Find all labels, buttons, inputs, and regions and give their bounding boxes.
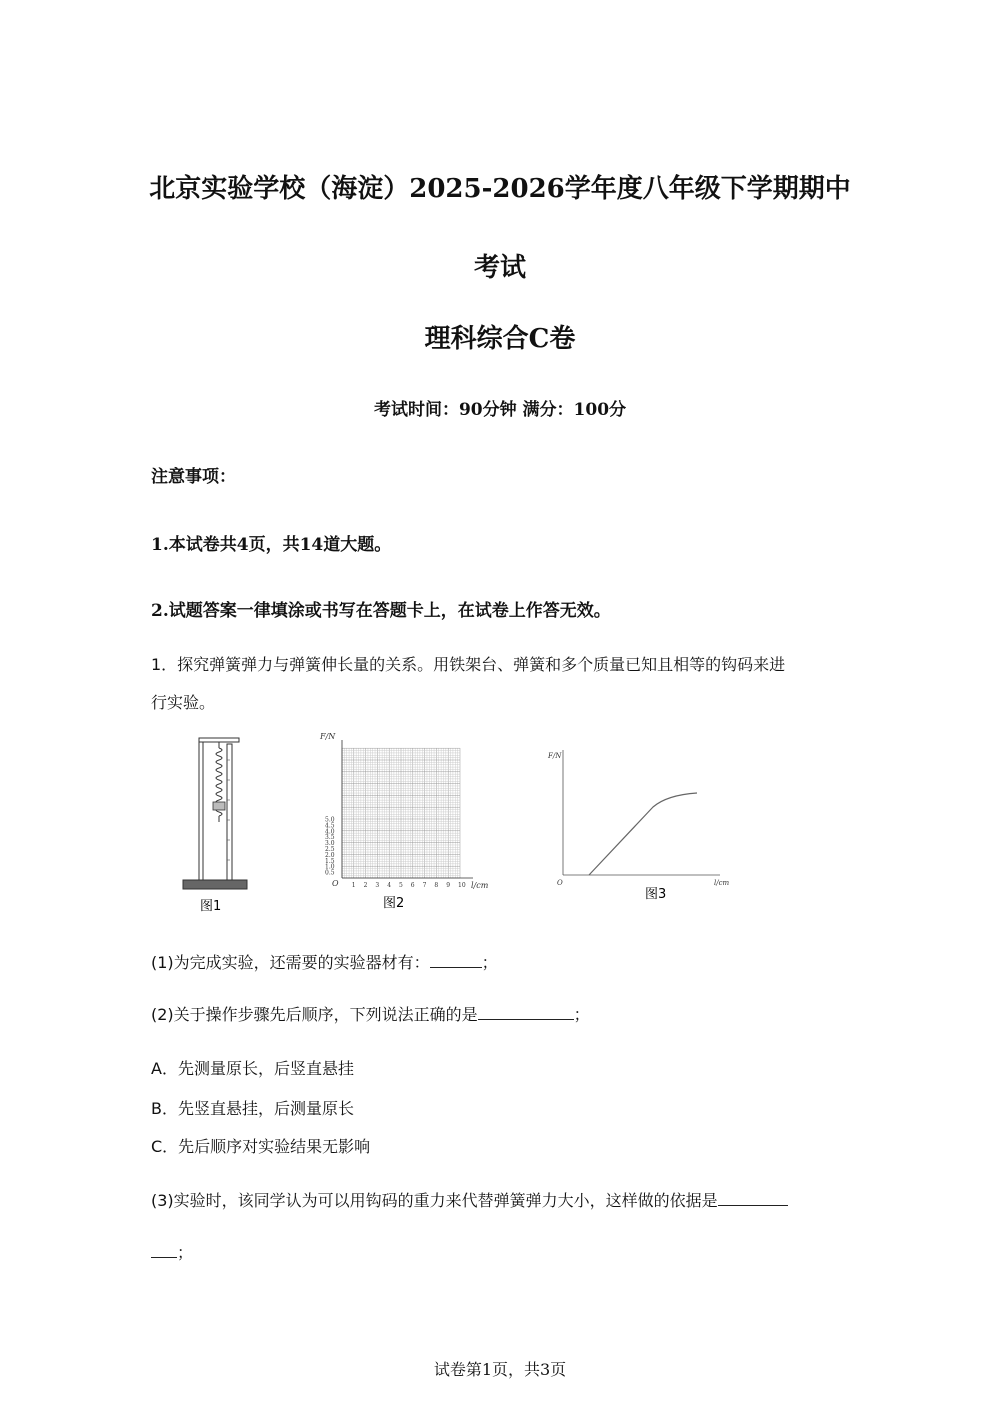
figure2-y-tick-label: 4.0 (325, 828, 335, 836)
notes-item-1: 1.本试卷共4页，共14道大题。 (151, 535, 392, 555)
part2-text: (2)关于操作步骤先后顺序，下列说法正确的是 (151, 1005, 478, 1024)
figure2-x-tick-label: 10 (458, 882, 466, 889)
question1-part2 (151, 1002, 590, 1025)
figure2-x-tick-label: 2 (363, 882, 368, 889)
question1-stem-line2: 行实验。 (151, 693, 216, 712)
figure3-curve (589, 793, 697, 875)
part3-answer-blank-line2[interactable] (151, 1243, 177, 1258)
part3-answer-blank-line1[interactable] (718, 1191, 788, 1206)
figure1-spring-apparatus (175, 730, 260, 915)
part1-text: (1)为完成实验，还需要的实验器材有： (151, 953, 430, 972)
figure2-x-tick-label: 8 (434, 882, 439, 889)
figure2-y-tick-label: 1.0 (325, 863, 335, 871)
figure2-grid-chart (315, 728, 500, 913)
figure2-y-tick-label: 3.5 (325, 834, 335, 842)
figure2-x-tick-label: 7 (422, 882, 427, 889)
figure3-curve-chart (545, 745, 735, 905)
part3-text: (3)实验时，该同学认为可以用钩码的重力来代替弹簧弹力大小，这样做的依据是 (151, 1191, 718, 1210)
figure2-x-tick-label: 5 (399, 882, 403, 889)
figure2-x-tick-label: 9 (446, 882, 451, 889)
figure2-y-tick-label: 2.0 (325, 851, 335, 859)
figure2-y-axis-label: F/N (320, 732, 336, 741)
figure2-y-tick-label: 3.0 (325, 840, 335, 848)
figure2-grid (342, 740, 473, 878)
figure2-y-tick-label: 1.5 (325, 857, 335, 865)
option-b: B．先竖直悬挂，后测量原长 (151, 1099, 354, 1118)
figure1-label: 图1 (200, 899, 222, 914)
part2-end: ； (573, 1005, 590, 1024)
exam-title-line2: 考试 (473, 253, 526, 283)
figure2-y-tick-label: 2.5 (325, 846, 335, 853)
figure2-x-tick-label: 1 (351, 882, 356, 889)
figure2-origin-label: O (332, 879, 339, 888)
exam-subtitle: 理科综合C卷 (424, 324, 576, 354)
figure3-x-axis-label: l/cm (714, 879, 730, 887)
option-a: A．先测量原长，后竖直悬挂 (151, 1059, 354, 1078)
page-footer: 试卷第1页，共3页 (433, 1360, 567, 1379)
question1-stem-line1: 1．探究弹簧弹力与弹簧伸长量的关系。用铁架台、弹簧和多个质量已知且相等的钩码来进 (151, 655, 786, 674)
figure2-y-tick-label: 4.5 (325, 822, 335, 830)
part3-end: ； (177, 1243, 194, 1262)
figure3-origin-label: O (557, 879, 563, 887)
figure2-y-tick-label: 5.0 (325, 816, 335, 824)
question1-part3 (151, 1188, 788, 1211)
figure2-x-tick-label: 3 (375, 882, 380, 889)
figure2-y-tick-label: 0.5 (325, 869, 335, 877)
figure3-y-axis-label: F/N (548, 752, 562, 760)
question1-part3-continued (151, 1240, 193, 1263)
figure2-x-axis-label: l/cm (471, 881, 489, 890)
part1-answer-blank[interactable] (430, 953, 482, 968)
notes-heading: 注意事项： (151, 467, 236, 487)
figure2-label: 图2 (383, 896, 405, 911)
part1-end: ； (481, 953, 498, 972)
option-c: C．先后顺序对实验结果无影响 (151, 1137, 371, 1156)
question1-part1 (151, 950, 498, 973)
exam-time-and-score: 考试时间：90分钟 满分：100分 (373, 400, 627, 420)
exam-title-line1: 北京实验学校（海淀）2025-2026学年度八年级下学期期中 (149, 174, 851, 204)
part2-answer-blank[interactable] (478, 1005, 574, 1020)
figure2-x-tick-label: 6 (410, 882, 415, 889)
figure3-label: 图3 (645, 887, 667, 902)
figure2-x-tick-label: 4 (387, 882, 392, 889)
notes-item-2: 2.试题答案一律填涂或书写在答题卡上，在试卷上作答无效。 (151, 601, 611, 621)
